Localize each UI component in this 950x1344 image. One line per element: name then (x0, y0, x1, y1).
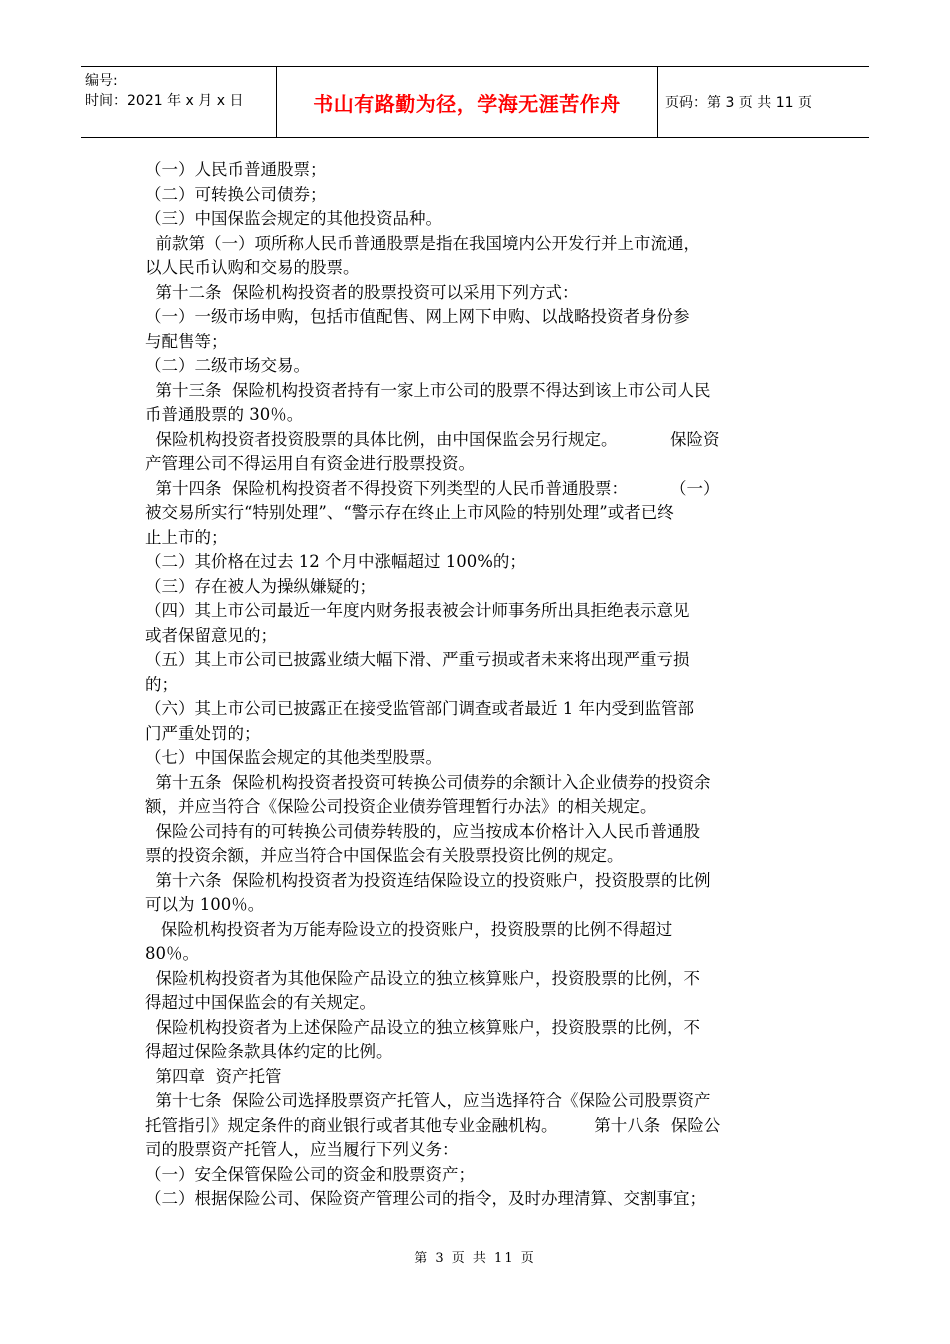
text-line: 第十七条 保险公司选择股票资产托管人，应当选择符合《保险公司股票资产 (145, 1091, 711, 1110)
text-line: 保险公司持有的可转换公司债券转股的，应当按成本价格计入人民币普通股 (145, 821, 700, 841)
document-body (145, 158, 807, 1212)
text-line: 票的投资余额，并应当符合中国保监会有关股票投资比例的规定。 (145, 846, 624, 865)
page-header (81, 66, 869, 138)
text-line: 第四章 资产托管 (145, 1066, 282, 1086)
text-line: 司的股票资产托管人，应当履行下列义务： (145, 1140, 459, 1159)
text-line: 保险机构投资者为其他保险产品设立的独立核算账户，投资股票的比例，不 (145, 968, 700, 988)
page-footer: 第 3 页 共 11 页 (414, 1251, 536, 1266)
text-line: 第十三条 保险机构投资者持有一家上市公司的股票不得达到该上市公司人民 (145, 380, 711, 400)
text-line: 保险机构投资者为上述保险产品设立的独立核算账户，投资股票的比例，不 (145, 1017, 700, 1037)
text-line: 的； (145, 674, 178, 694)
text-line: 保险机构投资者为万能寿险设立的投资账户，投资股票的比例不得超过 (145, 919, 673, 939)
text-line: 保险机构投资者投资股票的具体比例，由中国保监会另行规定。 保险资 (145, 429, 720, 449)
text-line: 币普通股票的 30％。 (145, 405, 304, 424)
text-line: 第十六条 保险机构投资者为投资连结保险设立的投资账户，投资股票的比例 (145, 870, 711, 890)
time-label: 时间：2021 年 x 月 x 日 (85, 93, 244, 109)
header-right-cell (657, 67, 869, 137)
text-line: 80％。 (145, 944, 199, 963)
text-line: （二）二级市场交易。 (145, 356, 310, 375)
text-line: （二）根据保险公司、保险资产管理公司的指令，及时办理清算、交割事宜； (145, 1189, 706, 1208)
text-line: （三）中国保监会规定的其他投资品种。 (145, 209, 442, 228)
text-line: 第十四条 保险机构投资者不得投资下列类型的人民币普通股票： （一） (145, 478, 720, 498)
number-label: 编号: (85, 73, 118, 89)
text-line: 可以为 100％。 (145, 895, 265, 914)
text-line: 得超过保险条款具体约定的比例。 (145, 1042, 393, 1061)
text-line: （一）一级市场申购，包括市值配售、网上网下申购、以战略投资者身份参 (145, 307, 690, 326)
text-line: （三）存在被人为操纵嫌疑的； (145, 576, 376, 596)
text-line: （二）可转换公司债券； (145, 184, 327, 204)
text-line: （四）其上市公司最近一年度内财务报表被会计师事务所出具拒绝表示意见 (145, 601, 690, 620)
text-line: 门严重处罚的； (145, 723, 261, 743)
text-line: （二）其价格在过去 12 个月中涨幅超过 100%的； (145, 552, 526, 571)
text-line: 止上市的； (145, 527, 228, 547)
text-line: 以人民币认购和交易的股票。 (145, 258, 360, 277)
text-line: （五）其上市公司已披露业绩大幅下滑、严重亏损或者未来将出现严重亏损 (145, 650, 690, 669)
text-line: 前款第（一）项所称人民币普通股票是指在我国境内公开发行并上市流通， (145, 233, 700, 253)
text-line: （一）人民币普通股票； (145, 160, 327, 179)
text-line: （六）其上市公司已披露正在接受监管部门调查或者最近 1 年内受到监管部 (145, 699, 694, 718)
text-line: 或者保留意见的； (145, 625, 277, 645)
text-line: 产管理公司不得运用自有资金进行股票投资。 (145, 454, 475, 473)
header-left-cell (81, 67, 276, 137)
text-line: 第十五条 保险机构投资者投资可转换公司债券的余额计入企业债券的投资余 (145, 772, 711, 792)
text-line: 第十二条 保险机构投资者的股票投资可以采用下列方式： (145, 282, 579, 302)
text-line: 托管指引》规定条件的商业银行或者其他专业金融机构。 第十八条 保险公 (145, 1115, 721, 1135)
page-code: 页码：第 3 页 共 11 页 (665, 95, 812, 111)
motto: 书山有路勤为径，学海无涯苦作舟 (313, 91, 621, 116)
text-line: 额，并应当符合《保险公司投资企业债券管理暂行办法》的相关规定。 (145, 797, 657, 816)
text-line: （一）安全保管保险公司的资金和股票资产； (145, 1164, 475, 1184)
header-motto-cell (276, 67, 658, 137)
text-line: 与配售等； (145, 331, 228, 351)
text-line: （七）中国保监会规定的其他类型股票。 (145, 748, 442, 767)
text-line: 得超过中国保监会的有关规定。 (145, 993, 376, 1012)
text-line: 被交易所实行“特别处理”、“警示存在终止上市风险的特别处理”或者已终 (145, 503, 674, 522)
